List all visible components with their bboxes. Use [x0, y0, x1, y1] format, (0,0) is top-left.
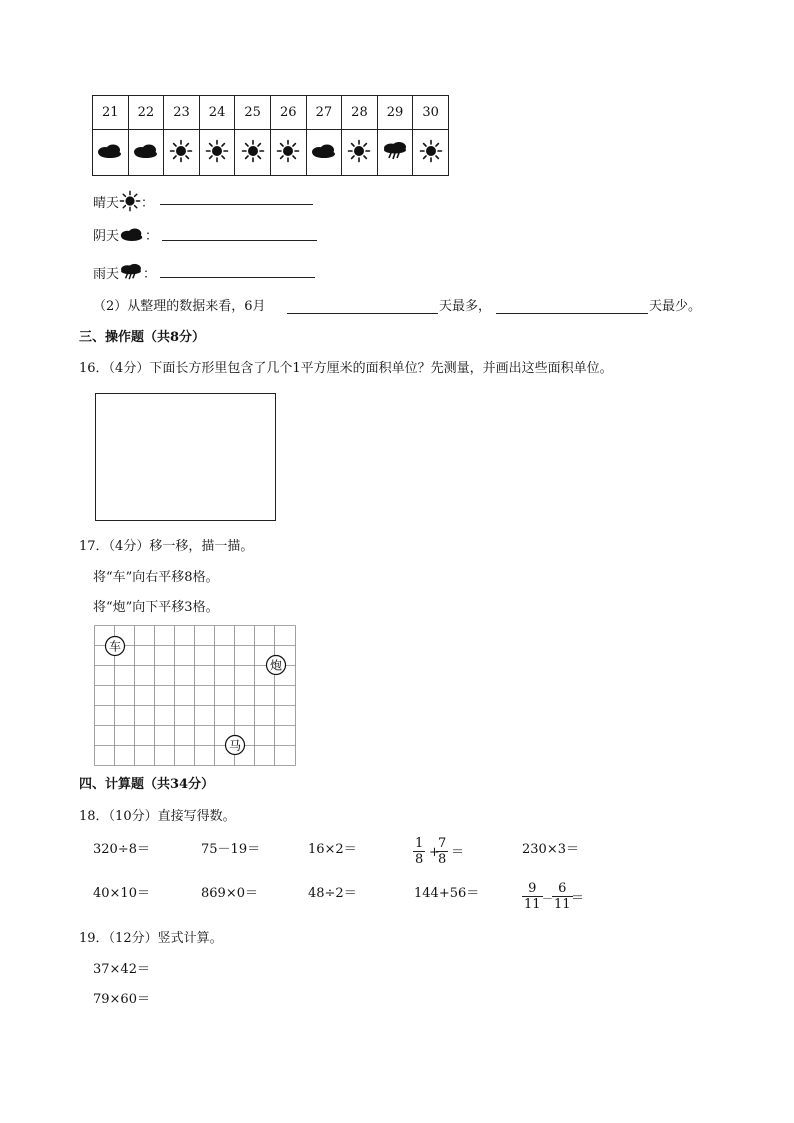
- fraction-6-11: [552, 881, 573, 912]
- sun-icon: [205, 139, 229, 163]
- sun-icon: [276, 139, 300, 163]
- equals-sign: ＝: [451, 845, 465, 860]
- denominator: 8: [438, 852, 447, 867]
- sun-icon: [241, 139, 265, 163]
- cloud-icon: [132, 143, 160, 159]
- fraction-9-11: [522, 881, 543, 912]
- tally-rainy: [93, 263, 156, 283]
- rain-icon: [382, 141, 408, 161]
- day-cell: 26: [270, 96, 306, 130]
- calc-item: 144+56＝: [414, 886, 480, 901]
- equals-sign: ＝: [571, 891, 585, 906]
- q15-part2-most: 天最多，: [439, 299, 492, 314]
- minus-sign: －: [542, 892, 553, 905]
- calc-item: 869×0＝: [201, 886, 258, 901]
- denominator: 8: [415, 852, 424, 867]
- q16-text: 16．（4分）下面长方形里包含了几个1平方厘米的面积单位？先测量，并画出这些面积单位。: [79, 361, 613, 376]
- icon-cell: [306, 130, 342, 176]
- calc-item: 16×2＝: [308, 842, 357, 857]
- piece-che[interactable]: [106, 637, 125, 656]
- icon-cell: [377, 130, 413, 176]
- colon: ：: [141, 196, 155, 211]
- icon-cell: [342, 130, 378, 176]
- day-cell: 24: [199, 96, 235, 130]
- day-cell: 25: [235, 96, 271, 130]
- section4-title: 四、计算题（共34分）: [79, 777, 215, 792]
- piece-pao-label: 炮: [269, 658, 283, 673]
- least-answer-blank[interactable]: [496, 313, 648, 314]
- denominator: 11: [554, 897, 571, 912]
- piece-ma-label: 马: [228, 738, 242, 753]
- sun-icon: [347, 139, 371, 163]
- sunny-answer-blank[interactable]: [160, 204, 313, 205]
- rainy-label: 雨天: [93, 267, 120, 282]
- numerator: 6: [552, 881, 573, 897]
- day-cell: 28: [342, 96, 378, 130]
- q17-line2: 将“炮”向下平移3格。: [93, 600, 219, 615]
- q15-part2-prefix: （2）从整理的数据来看，6月: [93, 299, 266, 314]
- icon-cell: [413, 130, 449, 176]
- piece-ma[interactable]: [226, 736, 245, 755]
- translation-grid[interactable]: [94, 625, 297, 766]
- icon-cell: [93, 130, 129, 176]
- icon-cell: [270, 130, 306, 176]
- rain-icon: [119, 263, 143, 281]
- calc-item: 230×3＝: [522, 842, 579, 857]
- denominator: 11: [524, 897, 541, 912]
- q19-text: 19．（12分）竖式计算。: [79, 931, 223, 946]
- sunny-label: 晴天: [93, 196, 120, 211]
- day-cell: 21: [93, 96, 129, 130]
- calc-item: 37×42＝: [93, 962, 150, 977]
- icon-cell: [128, 130, 164, 176]
- day-cell: 22: [128, 96, 164, 130]
- sun-icon: [169, 139, 193, 163]
- fraction-7-8: [436, 836, 448, 867]
- day-cell: 29: [377, 96, 413, 130]
- section3-title: 三、操作题（共8分）: [79, 330, 206, 345]
- cloudy-answer-blank[interactable]: [162, 240, 317, 241]
- cloud-icon: [119, 227, 145, 242]
- cloudy-label: 阴天: [93, 229, 120, 244]
- numerator: 7: [438, 836, 447, 851]
- numerator: 1: [415, 836, 424, 851]
- q17-text: 17．（4分）移一移，描一描。: [79, 539, 254, 554]
- q16-rectangle[interactable]: [95, 393, 276, 521]
- calc-item: 40×10＝: [93, 886, 150, 901]
- weather-table: [92, 95, 449, 176]
- rainy-answer-blank[interactable]: [160, 277, 315, 278]
- colon: ：: [145, 229, 159, 244]
- weather-day-row: [93, 96, 449, 130]
- sun-icon: [419, 139, 443, 163]
- numerator: 9: [522, 881, 543, 897]
- plus-sign: +: [429, 845, 440, 860]
- day-cell: 23: [164, 96, 200, 130]
- icon-cell: [235, 130, 271, 176]
- calc-item: 75－19＝: [201, 842, 261, 857]
- calc-item: 320÷8＝: [93, 842, 150, 857]
- icon-cell: [199, 130, 235, 176]
- day-cell: 27: [306, 96, 342, 130]
- cloud-icon: [310, 143, 338, 159]
- icon-cell: [164, 130, 200, 176]
- tally-sunny: [93, 190, 154, 212]
- q18-text: 18．（10分）直接写得数。: [79, 809, 236, 824]
- cloud-icon: [96, 143, 124, 159]
- calc-item: 79×60＝: [93, 992, 150, 1007]
- weather-icon-row: [93, 130, 449, 176]
- fraction-1-8: [413, 836, 425, 867]
- most-answer-blank[interactable]: [287, 313, 438, 314]
- day-cell: 30: [413, 96, 449, 130]
- calc-item: 48÷2＝: [308, 886, 357, 901]
- piece-che-label: 车: [108, 639, 122, 654]
- q15-part2-least: 天最少。: [649, 299, 702, 314]
- colon: ：: [143, 267, 157, 282]
- piece-pao[interactable]: [267, 656, 286, 675]
- sun-icon: [119, 190, 141, 212]
- tally-cloudy: [93, 227, 158, 245]
- q17-line1: 将“车”向右平移8格。: [93, 570, 219, 585]
